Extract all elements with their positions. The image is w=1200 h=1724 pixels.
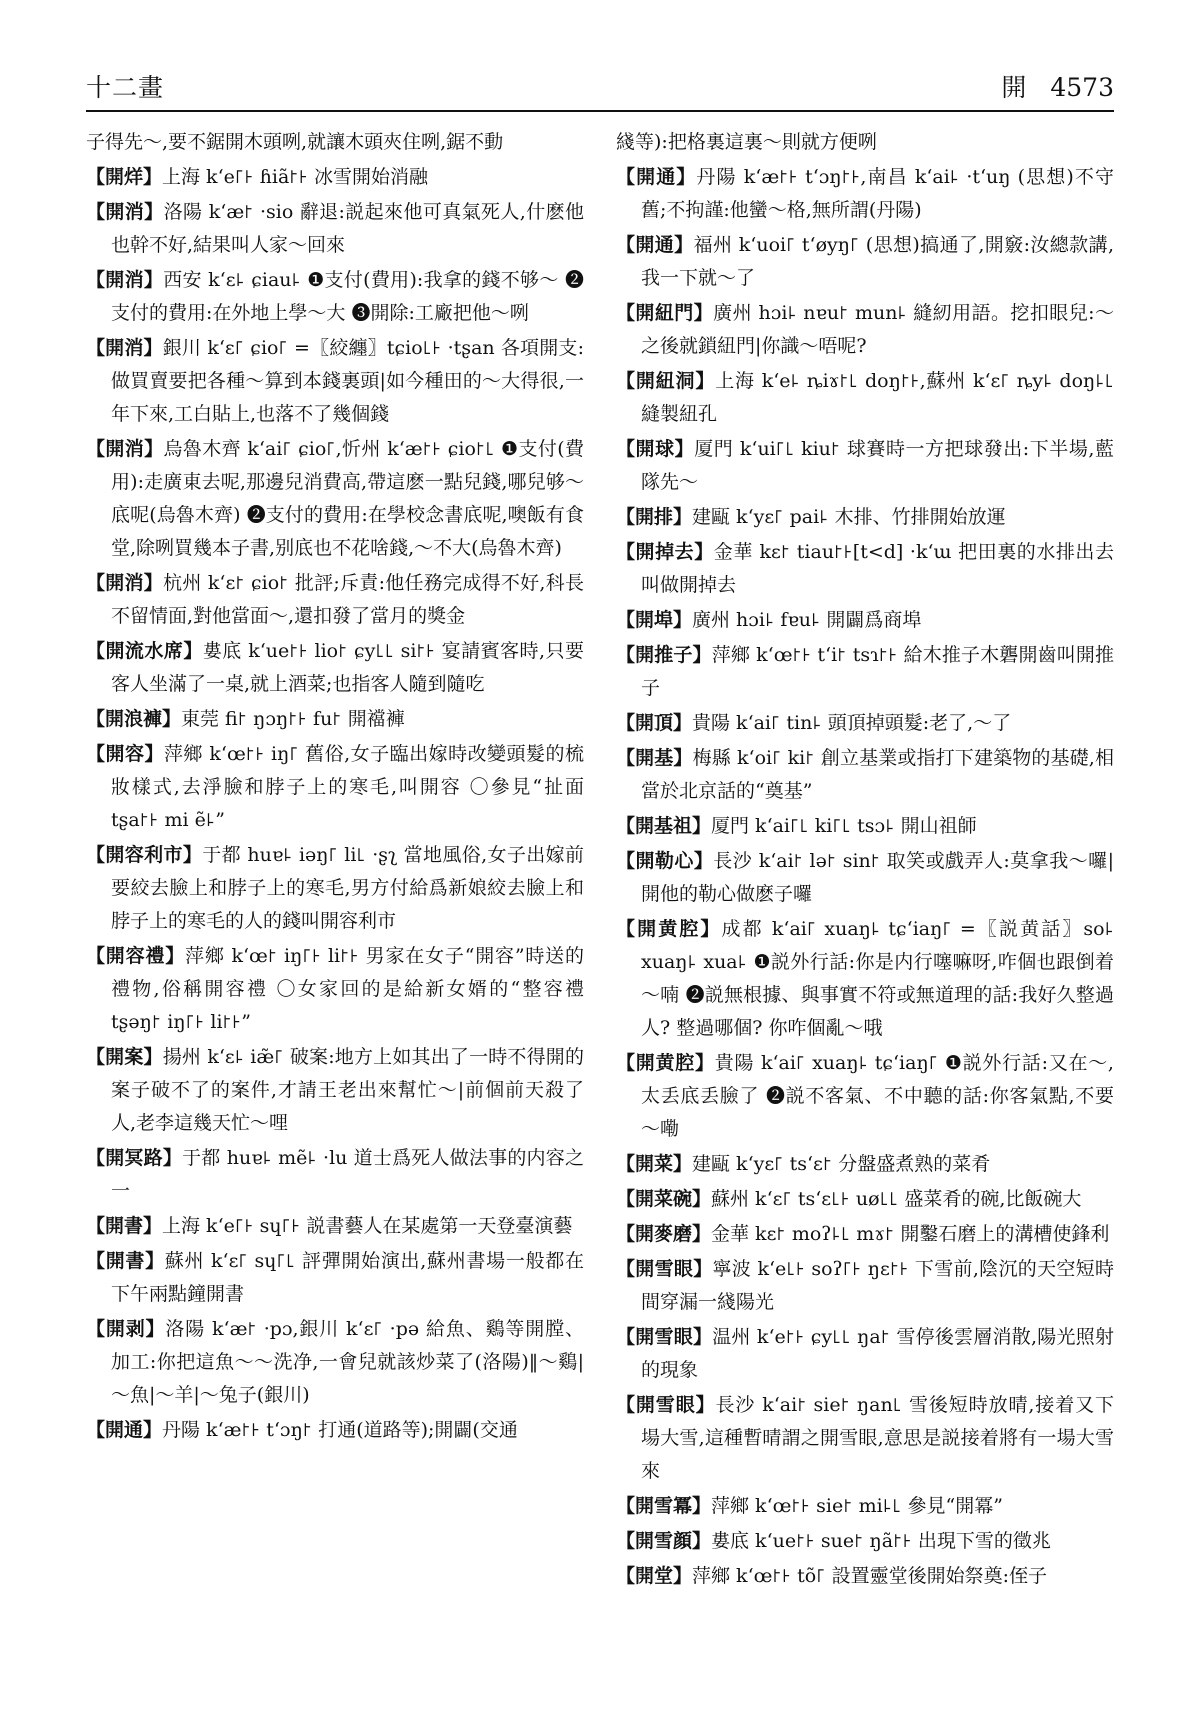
dictionary-entry bbox=[616, 707, 1114, 740]
entry-headword: 【開流水席】 bbox=[86, 640, 203, 662]
dictionary-entry bbox=[616, 639, 1114, 705]
dictionary-entry bbox=[86, 1414, 584, 1447]
entry-text: 萍鄉 kʻœ꜓ iŋ꜒꜔ li꜓꜔ 男家在女子“開容”時送的禮物,俗稱開容禮 〇女家回的是給新女婿的“整容禮 tʂəŋ꜓ iŋ꜒꜔ li꜓꜔” bbox=[111, 945, 584, 1033]
entry-text: 温州 kʻe꜓꜔ ɕy꜖꜖ ŋa꜓ 雪停後雲層消散,陽光照射的現象 bbox=[641, 1326, 1114, 1381]
header-right bbox=[985, 68, 1114, 104]
dictionary-entry bbox=[616, 1560, 1114, 1593]
dictionary-entry bbox=[86, 940, 584, 1039]
dictionary-entry bbox=[616, 297, 1114, 363]
entry-text: 杭州 kʻɛ꜓ ɕio꜓ 批評;斥責:他任務完成得不好,科長不留情面,對他當面～,還扣發了當月的獎金 bbox=[111, 572, 584, 627]
dictionary-entry bbox=[86, 1245, 584, 1311]
dictionary-entry bbox=[616, 1218, 1114, 1251]
dictionary-entry bbox=[616, 1490, 1114, 1523]
entry-text: 綫等):把格裏這裏～則就方便咧 bbox=[616, 131, 877, 153]
entry-headword: 【開通】 bbox=[616, 234, 694, 256]
entry-text: 西安 kʻɛ꜕ ɕiau꜕ ❶支付(費用):我拿的錢不够～ ❷支付的費用:在外地上學～大 ❸開除:工廠把他～咧 bbox=[111, 269, 584, 324]
entry-text: 建甌 kʻyɛ꜒ pai꜕ 木排、竹排開始放運 bbox=[692, 506, 1006, 528]
dictionary-entry bbox=[616, 913, 1114, 1045]
entry-text: 長沙 kʻai꜓ lə꜓ sin꜓ 取笑或戲弄人:莫拿我～囉|開他的勒心做麽子囉 bbox=[641, 850, 1114, 905]
dictionary-entry bbox=[616, 229, 1114, 295]
dictionary-entry bbox=[86, 1210, 584, 1243]
section-label: 十二畫 bbox=[86, 73, 165, 102]
entry-text: 金華 kɛ꜓ tiau꜓꜔[t<d] ·kʻɯ 把田裏的水排出去叫做開掉去 bbox=[641, 541, 1114, 596]
dictionary-entry bbox=[616, 1148, 1114, 1181]
entry-headword: 【開消】 bbox=[86, 269, 164, 291]
dictionary-entry bbox=[86, 126, 584, 159]
entry-headword: 【開通】 bbox=[86, 1419, 163, 1441]
entry-headword: 【開雪眼】 bbox=[616, 1258, 713, 1280]
entry-text: 廣州 hɔi꜕ nɐu꜓ mun꜕ 縫紉用語。挖扣眼兒:～之後就鎖紐門|你識～唔呢? bbox=[641, 302, 1114, 357]
entry-headword: 【開紐門】 bbox=[616, 302, 714, 324]
entry-headword: 【開菜碗】 bbox=[616, 1188, 712, 1210]
entry-headword: 【開頂】 bbox=[616, 712, 693, 734]
dictionary-entry bbox=[616, 604, 1114, 637]
page-number: 4573 bbox=[1050, 73, 1114, 102]
dictionary-entry bbox=[616, 742, 1114, 808]
dictionary-entry bbox=[616, 1389, 1114, 1488]
dictionary-entry bbox=[616, 536, 1114, 602]
entry-headword: 【開浪褲】 bbox=[86, 708, 182, 730]
entry-headword: 【開雪眼】 bbox=[616, 1326, 713, 1348]
entry-headword: 【開容禮】 bbox=[86, 945, 186, 967]
columns bbox=[86, 126, 1114, 1672]
entry-headword: 【開消】 bbox=[86, 572, 164, 594]
entry-text: 厦門 kʻui꜒꜖ kiu꜓ 球賽時一方把球發出:下半場,藍隊先～ bbox=[641, 438, 1114, 493]
left-column bbox=[86, 126, 584, 1672]
dictionary-entry bbox=[86, 433, 584, 565]
entry-headword: 【開勒心】 bbox=[616, 850, 714, 872]
entry-headword: 【開雪冪】 bbox=[616, 1495, 712, 1517]
entry-headword: 【開容】 bbox=[86, 743, 164, 765]
entry-text: 婁底 kʻue꜓꜔ sue꜓ ŋã꜓꜔ 出現下雪的徵兆 bbox=[711, 1530, 1051, 1552]
dictionary-entry bbox=[616, 1321, 1114, 1387]
entry-headword: 【開書】 bbox=[86, 1250, 165, 1272]
entry-headword: 【開推子】 bbox=[616, 644, 712, 666]
entry-headword: 【開基】 bbox=[616, 747, 693, 769]
entry-text: 烏魯木齊 kʻai꜒ ɕio꜒,忻州 kʻæ꜓꜔ ɕio꜓꜖ ❶支付(費用):走廣東去呢,那邊兒消費高,帶這麽一點兒錢,哪兒够～底呢(烏魯木齊) ❷支付的費用:在學校念書底呢,噢飯有食堂,除咧買幾本子書,别底也不花啥錢,～不大(烏魯木齊) bbox=[111, 438, 584, 559]
entry-text: 上海 kʻe꜒꜔ ɦiã꜓꜔ 冰雪開始消融 bbox=[162, 166, 429, 188]
entry-headword: 【開麥磨】 bbox=[616, 1223, 712, 1245]
dictionary-entry bbox=[86, 839, 584, 938]
entry-headword: 【開堂】 bbox=[616, 1565, 693, 1587]
entry-text: 萍鄉 kʻœ꜓꜔ sie꜓ mi꜕꜖ 參見“開冪” bbox=[711, 1495, 1003, 1517]
entry-headword: 【開剥】 bbox=[86, 1318, 166, 1340]
entry-text: 銀川 kʻɛ꜒ ɕio꜒ =〖絞纏〗tɕio꜖꜔ ·tʂan 各項開支:做買賣要把各種～算到本錢裏頭|如今種田的～大得很,一年下來,工白貼上,也落不了幾個錢 bbox=[111, 337, 584, 425]
entry-headword: 【開基祖】 bbox=[616, 815, 712, 837]
entry-text: 洛陽 kʻæ꜓ ·pɔ,銀川 kʻɛ꜒ ·pə 給魚、鷄等開膛、加工:你把這魚～～洗净,一會兒就該炒菜了(洛陽)‖～鷄|～魚|～羊|～兔子(銀川) bbox=[111, 1318, 584, 1406]
dictionary-entry bbox=[616, 365, 1114, 431]
header-character: 開 bbox=[1001, 73, 1027, 102]
entry-text: 于都 huɐ꜕ iəŋ꜒ li꜖ ·ʂʅ 當地風俗,女子出嫁前要絞去臉上和脖子上的寒毛,男方付給爲新娘絞去臉上和脖子上的寒毛的人的錢叫開容利市 bbox=[111, 844, 584, 932]
entry-text: 成都 kʻai꜒ xuaŋ꜕ tɕʻiaŋ꜒ =〖説黄話〗so꜕ xuaŋ꜕ xua꜕ ❶説外行話:你是内行噻嘛呀,咋個也跟倒着～喃 ❷説無根據、與事實不符或無道理的話:我好久整過人? 整過哪個? 你咋個亂～哦 bbox=[641, 918, 1114, 1039]
dictionary-entry bbox=[616, 1183, 1114, 1216]
entry-text: 萍鄉 kʻœ꜓꜔ tõ꜒ 設置靈堂後開始祭奠:侄子 bbox=[692, 1565, 1048, 1587]
dictionary-entry bbox=[616, 161, 1114, 227]
entry-headword: 【開案】 bbox=[86, 1046, 163, 1068]
dictionary-entry bbox=[616, 1047, 1114, 1146]
dictionary-entry bbox=[86, 1142, 584, 1208]
entry-headword: 【開烊】 bbox=[86, 166, 163, 188]
entry-text: 長沙 kʻai꜓ sie꜓ ŋan꜖ 雪後短時放晴,接着又下場大雪,這種暫晴謂之開雪眼,意思是説接着將有一場大雪來 bbox=[641, 1394, 1114, 1482]
entry-headword: 【開黄腔】 bbox=[616, 1052, 715, 1074]
entry-text: 貴陽 kʻai꜒ tin꜕ 頭頂掉頭髮:老了,～了 bbox=[692, 712, 1012, 734]
dictionary-entry bbox=[616, 433, 1114, 499]
dictionary-entry bbox=[86, 635, 584, 701]
entry-headword: 【開冥路】 bbox=[86, 1147, 183, 1169]
entry-text: 蘇州 kʻɛ꜒ tsʻɛ꜖꜔ uø꜖꜖ 盛菜肴的碗,比飯碗大 bbox=[711, 1188, 1082, 1210]
page-header bbox=[86, 60, 1114, 112]
dictionary-entry bbox=[616, 1525, 1114, 1558]
dictionary-entry bbox=[86, 1313, 584, 1412]
entry-headword: 【開容利市】 bbox=[86, 844, 203, 866]
entry-text: 廣州 hɔi꜕ fɐu꜕ 開闢爲商埠 bbox=[692, 609, 922, 631]
entry-text: 上海 kʻe꜕ ȵiɤ꜓꜖ doŋ꜓꜔,蘇州 kʻɛ꜒ ȵy꜕ doŋ꜕꜖ 縫製紐孔 bbox=[641, 370, 1114, 425]
entry-headword: 【開雪顔】 bbox=[616, 1530, 712, 1552]
entry-text: 丹陽 kʻæ꜓꜔ tʻɔŋ꜓ 打通(道路等);開闢(交通 bbox=[162, 1419, 518, 1441]
entry-headword: 【開書】 bbox=[86, 1215, 163, 1237]
entry-text: 萍鄉 kʻœ꜓꜔ iŋ꜒ 舊俗,女子臨出嫁時改變頭髮的梳妝樣式,去淨臉和脖子上的寒毛,叫開容 〇參見“扯面 tʂa꜓꜔ mi ẽ꜕” bbox=[111, 743, 584, 831]
entry-text: 厦門 kʻai꜒꜖ ki꜒꜖ tsɔ꜕ 開山祖師 bbox=[711, 815, 977, 837]
entry-text: 萍鄉 kʻœ꜓꜔ tʻi꜓ tsɿ꜓꜔ 給木推子木礱開齒叫開推子 bbox=[641, 644, 1114, 699]
entry-headword: 【開掉去】 bbox=[616, 541, 714, 563]
dictionary-entry bbox=[616, 126, 1114, 159]
entry-text: 丹陽 kʻæ꜓꜔ tʻɔŋ꜓꜔,南昌 kʻai꜕ ·tʻuŋ (思想)不守舊;不拘謹:他蠻～格,無所謂(丹陽) bbox=[641, 166, 1114, 221]
entry-headword: 【開球】 bbox=[616, 438, 695, 460]
entry-text: 揚州 kʻɛ꜕ iæ̃꜒ 破案:地方上如其出了一時不得開的案子破不了的案件,才請王老出來幫忙～|前個前天殺了人,老李這幾天忙～哩 bbox=[111, 1046, 584, 1134]
entry-text: 梅縣 kʻoi꜒ ki꜓ 創立基業或指打下建築物的基礎,相當於北京話的“奠基” bbox=[641, 747, 1114, 802]
dictionary-entry bbox=[86, 161, 584, 194]
entry-text: 蘇州 kʻɛ꜒ sɥ꜒꜖ 評彈開始演出,蘇州書場一般都在下午兩點鐘開書 bbox=[111, 1250, 584, 1305]
entry-headword: 【開消】 bbox=[86, 201, 164, 223]
dictionary-entry bbox=[86, 567, 584, 633]
entry-text: 洛陽 kʻæ꜓ ·sio 辭退:説起來他可真氣死人,什麽他也幹不好,結果叫人家～回來 bbox=[111, 201, 584, 256]
dictionary-entry bbox=[616, 501, 1114, 534]
entry-headword: 【開消】 bbox=[86, 337, 163, 359]
entry-text: 福州 kʻuoi꜒ tʻøyŋ꜒ (思想)搞通了,開竅:汝總款講,我一下就～了 bbox=[641, 234, 1114, 289]
entry-headword: 【開埠】 bbox=[616, 609, 693, 631]
dictionary-entry bbox=[86, 196, 584, 262]
dictionary-entry bbox=[86, 703, 584, 736]
dictionary-entry bbox=[86, 332, 584, 431]
entry-headword: 【開黄腔】 bbox=[616, 918, 722, 940]
dictionary-entry bbox=[86, 738, 584, 837]
entry-text: 上海 kʻe꜒꜔ sɥ꜒꜔ 説書藝人在某處第一天登臺演藝 bbox=[162, 1215, 573, 1237]
entry-text: 寧波 kʻe꜖꜔ soʔ꜒꜔ ŋɛ꜓꜔ 下雪前,陰沉的天空短時間穿漏一綫陽光 bbox=[641, 1258, 1114, 1313]
dictionary-entry bbox=[616, 1253, 1114, 1319]
dictionary-entry bbox=[616, 845, 1114, 911]
dictionary-entry bbox=[86, 1041, 584, 1140]
entry-text: 子得先～,要不鋸開木頭咧,就讓木頭夾住咧,鋸不動 bbox=[86, 131, 504, 153]
dictionary-entry bbox=[616, 810, 1114, 843]
entry-text: 建甌 kʻyɛ꜒ tsʻɛ꜓ 分盤盛煮熟的菜肴 bbox=[692, 1153, 991, 1175]
entry-text: 貴陽 kʻai꜒ xuaŋ꜕ tɕʻiaŋ꜒ ❶説外行話:又在～,太丢底丢臉了 ❷説不客氣、不中聽的話:你客氣點,不要～嘞 bbox=[641, 1052, 1114, 1140]
entry-text: 金華 kɛ꜓ moʔ꜕꜖ mɤ꜓ 開鑿石磨上的溝槽使鋒利 bbox=[711, 1223, 1110, 1245]
entry-text: 于都 huɐ꜕ mẽ꜕ ·lu 道士爲死人做法事的内容之一 bbox=[111, 1147, 584, 1202]
entry-headword: 【開雪眼】 bbox=[616, 1394, 716, 1416]
right-column bbox=[616, 126, 1114, 1672]
entry-text: 東莞 fi꜓ ŋɔŋ꜓꜔ fu꜓ 開襠褲 bbox=[181, 708, 405, 730]
entry-headword: 【開排】 bbox=[616, 506, 693, 528]
entry-headword: 【開通】 bbox=[616, 166, 697, 188]
entry-text: 婁底 kʻue꜓꜔ lio꜓ ɕy꜖꜖ si꜓꜔ 宴請賓客時,只要客人坐滿了一桌,就上酒菜;也指客人隨到隨吃 bbox=[111, 640, 584, 695]
entry-headword: 【開紐洞】 bbox=[616, 370, 716, 392]
dictionary-entry bbox=[86, 264, 584, 330]
entry-headword: 【開菜】 bbox=[616, 1153, 693, 1175]
entry-headword: 【開消】 bbox=[86, 438, 164, 460]
